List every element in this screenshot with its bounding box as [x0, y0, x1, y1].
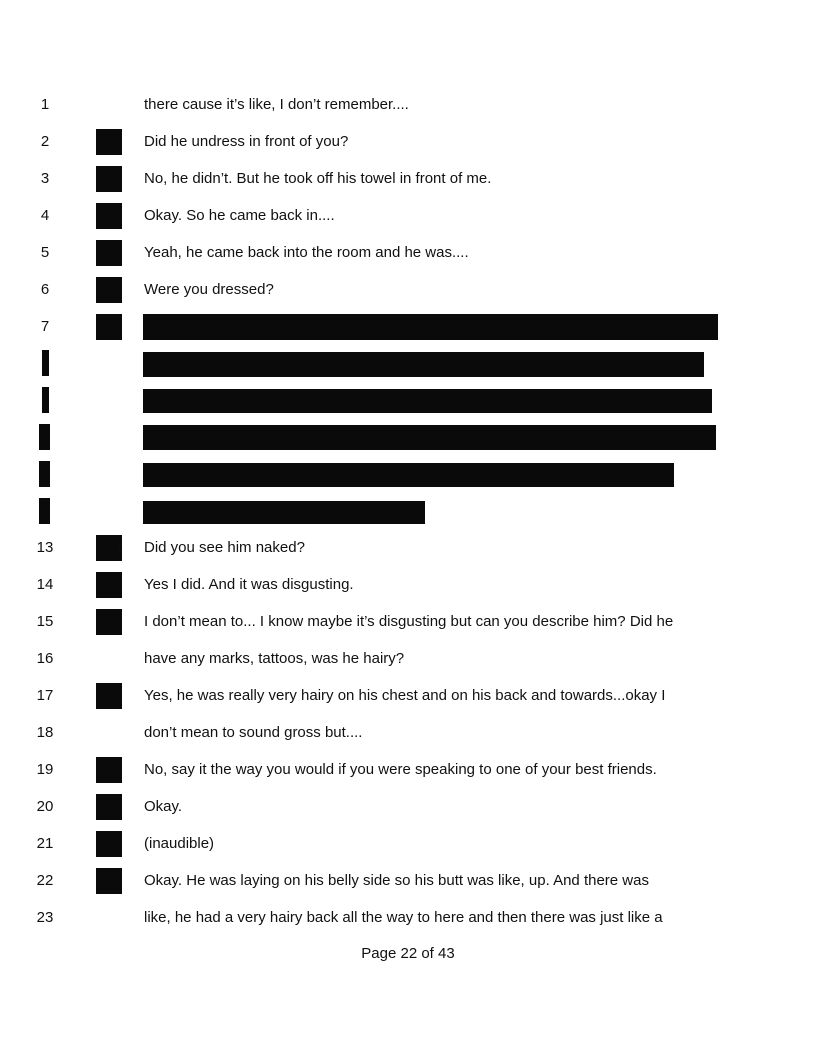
- transcript-line: [0, 278, 816, 302]
- transcript-line: [0, 795, 816, 819]
- line-text: Yes I did. And it was disgusting.: [144, 576, 354, 593]
- line-text: Yeah, he came back into the room and he was....: [144, 244, 469, 261]
- line-text: like, he had a very hairy back all the way to here and then there was just like a: [144, 909, 663, 926]
- speaker-colon: :: [118, 318, 123, 335]
- line-number: 6: [40, 281, 50, 298]
- line-number: 4: [40, 207, 50, 224]
- redacted-speaker: [96, 129, 122, 155]
- line-number: 21: [36, 835, 54, 852]
- line-number: 22: [36, 872, 54, 889]
- redaction-bar: [143, 463, 674, 487]
- line-text: Okay.: [144, 798, 183, 815]
- redacted-line-number: [42, 387, 49, 413]
- redacted-speaker: [96, 203, 122, 229]
- line-text: (inaudible): [144, 835, 215, 852]
- line-number: 20: [36, 798, 54, 815]
- redacted-line-number: [39, 461, 50, 487]
- line-number: 13: [36, 539, 54, 556]
- line-number: 23: [36, 909, 54, 926]
- line-text: have any marks, tattoos, was he hairy?: [144, 650, 405, 667]
- transcript-line: [0, 93, 816, 117]
- line-text: there cause it’s like, I don’t remember....: [144, 96, 409, 113]
- line-number: 7: [40, 318, 50, 335]
- line-text: don’t mean to sound gross but....: [144, 724, 363, 741]
- transcript-line: [0, 869, 816, 893]
- redacted-speaker: [96, 868, 122, 894]
- redaction-bar: [143, 501, 425, 524]
- line-text: Did you see him naked?: [144, 539, 305, 556]
- line-text: No, say it the way you would if you were speaking to one of your best friends.: [144, 761, 657, 778]
- transcript-line: [0, 647, 816, 671]
- redacted-line-number: [42, 350, 49, 376]
- redacted-line-number: [39, 424, 50, 450]
- transcript-line: [0, 167, 816, 191]
- redacted-line-number: [39, 498, 50, 524]
- redacted-speaker: [96, 166, 122, 192]
- line-number: 2: [40, 133, 50, 150]
- redaction-bar: [143, 389, 712, 413]
- speaker-colon: :: [118, 244, 123, 261]
- line-number: 3: [40, 170, 50, 187]
- line-text: Were you dressed?: [144, 281, 274, 298]
- speaker-colon: :: [118, 576, 123, 593]
- line-number: 5: [40, 244, 50, 261]
- line-text: Yes, he was really very hairy on his chest and on his back and towards...okay I: [144, 687, 666, 704]
- line-text: I don’t mean to... I know maybe it’s disgusting but can you describe him? Did he: [144, 613, 674, 630]
- transcript-line: [0, 536, 816, 560]
- line-text: Okay. He was laying on his belly side so his butt was like, up. And there was: [144, 872, 649, 889]
- transcript-line: [0, 832, 816, 856]
- line-number: 18: [36, 724, 54, 741]
- line-number: 16: [36, 650, 54, 667]
- transcript-line: [0, 204, 816, 228]
- transcript-line: [0, 721, 816, 745]
- line-number: 1: [40, 96, 50, 113]
- line-text: Did he undress in front of you?: [144, 133, 349, 150]
- redaction-bar: [143, 352, 704, 377]
- redaction-bar: [143, 425, 716, 450]
- page-footer: [0, 945, 816, 962]
- redacted-speaker: [96, 683, 122, 709]
- speaker-colon: :: [118, 539, 123, 556]
- redacted-speaker: [96, 794, 122, 820]
- redacted-speaker: [96, 277, 122, 303]
- redacted-speaker: [96, 757, 122, 783]
- line-number: 14: [36, 576, 54, 593]
- transcript-line: [0, 684, 816, 708]
- transcript-line: [0, 758, 816, 782]
- transcript-line: [0, 573, 816, 597]
- transcript-line: [0, 130, 816, 154]
- line-number: 19: [36, 761, 54, 778]
- redacted-speaker: [96, 831, 122, 857]
- speaker-colon: :: [118, 613, 123, 630]
- page-number-label: Page 22 of 43: [361, 945, 455, 962]
- transcript-line: [0, 906, 816, 930]
- line-number: 17: [36, 687, 54, 704]
- line-text: No, he didn’t. But he took off his towel in front of me.: [144, 170, 492, 187]
- line-text: Okay. So he came back in....: [144, 207, 335, 224]
- transcript-line: [0, 610, 816, 634]
- redaction-bar: [143, 314, 718, 340]
- line-number: 15: [36, 613, 54, 630]
- transcript-line: [0, 241, 816, 265]
